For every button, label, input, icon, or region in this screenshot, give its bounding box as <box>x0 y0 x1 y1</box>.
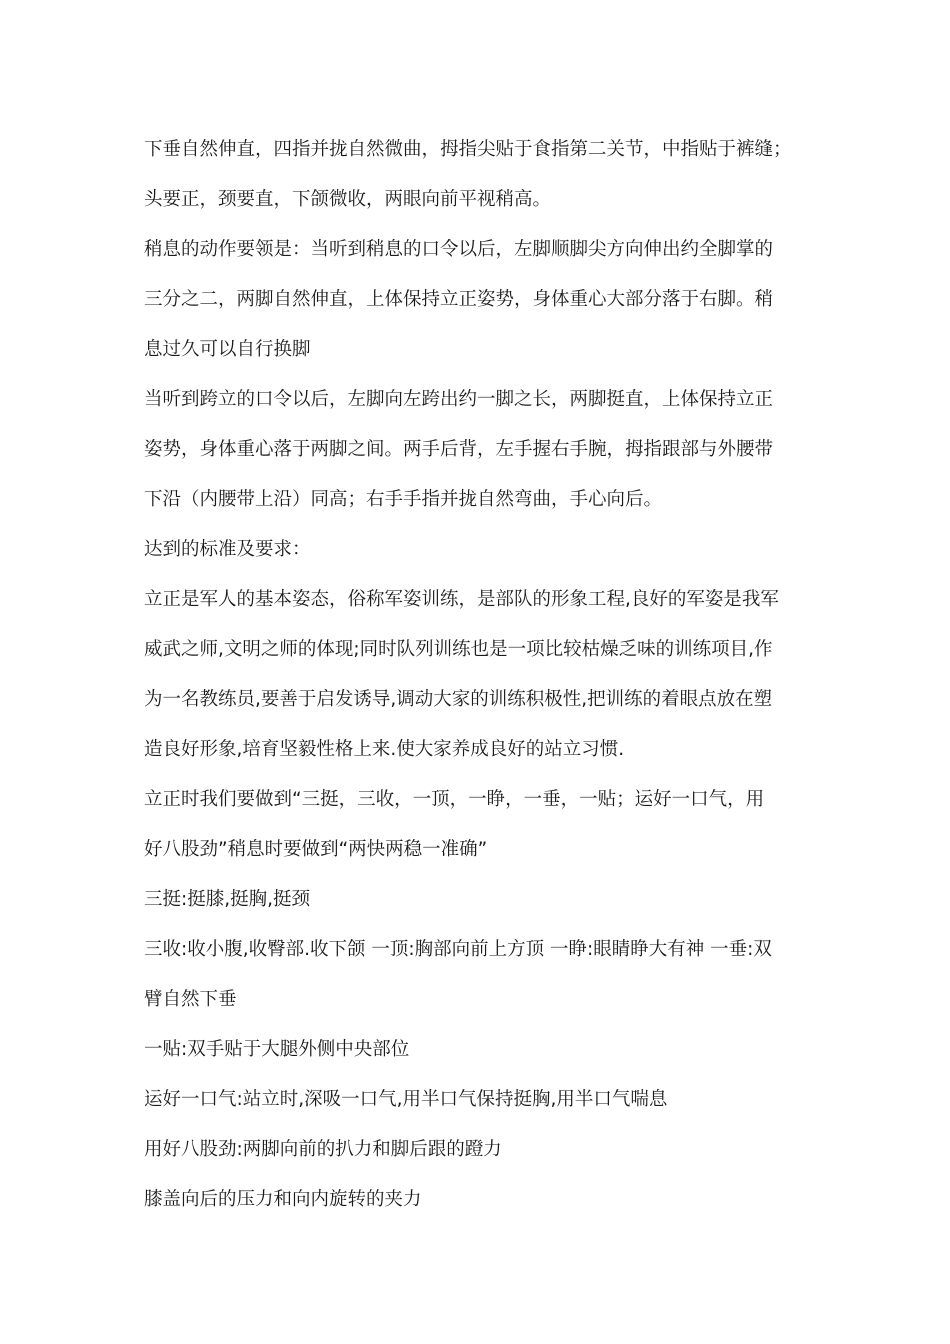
text-line: 稍息的动作要领是：当听到稍息的口令以后，左脚顺脚尖方向伸出约全脚掌的 <box>144 239 774 260</box>
text-line: 用好八股劲:两脚向前的扒力和脚后跟的蹬力 <box>144 1139 502 1160</box>
text-line: 一贴:双手贴于大腿外侧中央部位 <box>144 1039 410 1060</box>
text-line: 头要正，颈要直，下颌微收，两眼向前平视稍高。 <box>144 189 552 210</box>
text-line: 下沿（内腰带上沿）同高；右手手指并拢自然弯曲，手心向后。 <box>144 489 663 510</box>
text-line: 运好一口气:站立时,深吸一口气,用半口气保持挺胸,用半口气喘息 <box>144 1089 668 1110</box>
text-line: 膝盖向后的压力和向内旋转的夹力 <box>144 1189 422 1210</box>
text-line: 好八股劲”稍息时要做到“两快两稳一准确” <box>144 839 488 860</box>
text-line: 当听到跨立的口令以后，左脚向左跨出约一脚之长，两脚挺直，上体保持立正 <box>144 389 774 410</box>
text-line: 为一名教练员,要善于启发诱导,调动大家的训练积极性,把训练的着眼点放在塑 <box>144 689 773 710</box>
text-line: 下垂自然伸直，四指并拢自然微曲，拇指尖贴于食指第二关节，中指贴于裤缝； <box>144 139 792 160</box>
text-line: 臂自然下垂 <box>144 989 237 1010</box>
text-line: 达到的标准及要求： <box>144 539 311 560</box>
text-line: 三挺:挺膝,挺胸,挺颈 <box>144 889 310 910</box>
text-line: 威武之师,文明之师的体现;同时队列训练也是一项比较枯燥乏味的训练项目,作 <box>144 639 773 660</box>
text-line: 立正时我们要做到“三挺，三收，一顶，一睁，一垂，一贴；运好一口气，用 <box>144 789 765 810</box>
text-line: 息过久可以自行换脚 <box>144 339 311 360</box>
text-line: 造良好形象,培育坚毅性格上来.使大家养成良好的站立习惯. <box>144 739 625 760</box>
text-line: 立正是军人的基本姿态，俗称军姿训练，是部队的形象工程,良好的军姿是我军 <box>144 589 779 610</box>
text-line: 三分之二，两脚自然伸直，上体保持立正姿势，身体重心大部分落于右脚。稍 <box>144 289 774 310</box>
text-line: 三收:收小腹,收臀部.收下颌 一顶:胸部向前上方顶 一睁:眼睛睁大有神 一垂:双 <box>144 939 772 960</box>
text-line: 姿势，身体重心落于两脚之间。两手后背，左手握右手腕，拇指跟部与外腰带 <box>144 439 774 460</box>
